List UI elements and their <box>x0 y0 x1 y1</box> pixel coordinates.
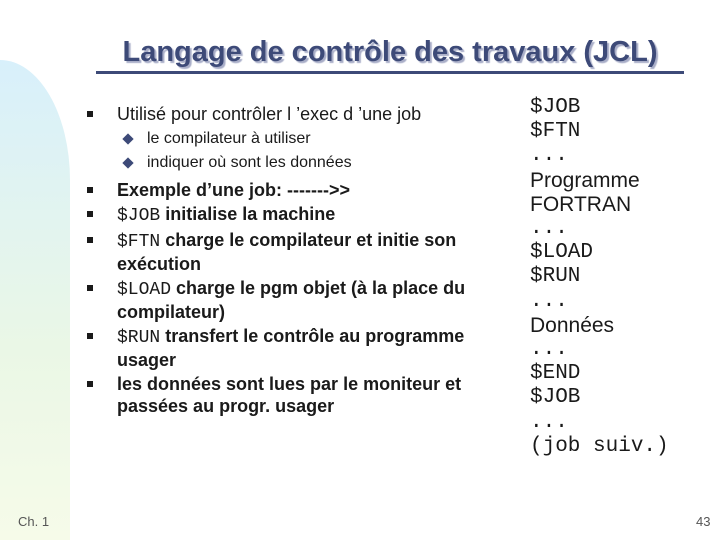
bullet-text: charge le pgm objet (à la place du compilateur) <box>117 278 466 322</box>
bullet-item <box>86 277 466 323</box>
listing-line: $LOAD <box>530 241 594 265</box>
bullet-text: charge le compilateur et initie son exécution <box>117 230 457 274</box>
bullet-code: $JOB <box>117 206 161 226</box>
listing-line: Programme <box>530 168 640 192</box>
sub-bullet-text: le compilateur à utiliser <box>147 130 311 147</box>
bullet-text: Exemple d’une job: ------->> <box>117 180 351 200</box>
listing-line: ... <box>530 338 568 362</box>
bullet-code: $LOAD <box>117 280 172 300</box>
job-listing <box>530 96 710 459</box>
listing-line: $FTN <box>530 120 581 144</box>
square-bullet-icon <box>87 333 93 339</box>
square-bullet-icon <box>87 111 93 117</box>
bullet-code: $FTN <box>117 232 161 252</box>
listing-line: $JOB <box>530 96 581 119</box>
square-bullet-icon <box>87 187 93 193</box>
bullet-item <box>86 179 466 201</box>
bullet-code: $RUN <box>117 328 161 348</box>
square-bullet-icon <box>87 285 93 291</box>
bullet-item <box>86 325 466 371</box>
diamond-bullet-icon <box>122 133 133 144</box>
bullet-text: les données sont lues par le moniteur et passées au progr. usager <box>117 374 462 416</box>
title-underline <box>96 71 684 74</box>
square-bullet-icon <box>87 237 93 243</box>
listing-line: ... <box>530 410 568 434</box>
chapter-label: Ch. 1 <box>18 514 50 529</box>
bullet-text: Utilisé pour contrôler l ’exec d ’une job <box>117 104 422 124</box>
sub-bullet-text: indiquer où sont les données <box>147 154 352 171</box>
page-number: 43 <box>696 514 711 529</box>
listing-line: ... <box>530 289 568 313</box>
square-bullet-icon <box>87 381 93 387</box>
sub-bullet-item <box>86 127 466 151</box>
listing-line: Données <box>530 313 615 337</box>
left-gradient-decoration <box>0 60 70 540</box>
bullet-item <box>86 373 466 417</box>
listing-line: $JOB <box>530 386 581 410</box>
listing-line: ... <box>530 217 568 241</box>
bullet-item <box>86 203 466 227</box>
slide-title: Langage de contrôle des travaux (JCL) <box>122 36 658 68</box>
listing-line: $END <box>530 362 581 386</box>
listing-line: (job suiv.) <box>530 434 669 458</box>
diamond-bullet-icon <box>122 157 133 168</box>
bullet-text: transfert le contrôle au programme usager <box>117 326 465 370</box>
sub-bullet-item <box>86 151 466 175</box>
listing-line: FORTRAN <box>530 192 632 216</box>
listing-line: ... <box>530 144 568 168</box>
square-bullet-icon <box>87 211 93 217</box>
bullet-text: initialise la machine <box>160 204 336 224</box>
bullet-list <box>86 103 466 419</box>
listing-line: $RUN <box>530 265 581 289</box>
bullet-item <box>86 103 466 125</box>
bullet-item <box>86 229 466 275</box>
